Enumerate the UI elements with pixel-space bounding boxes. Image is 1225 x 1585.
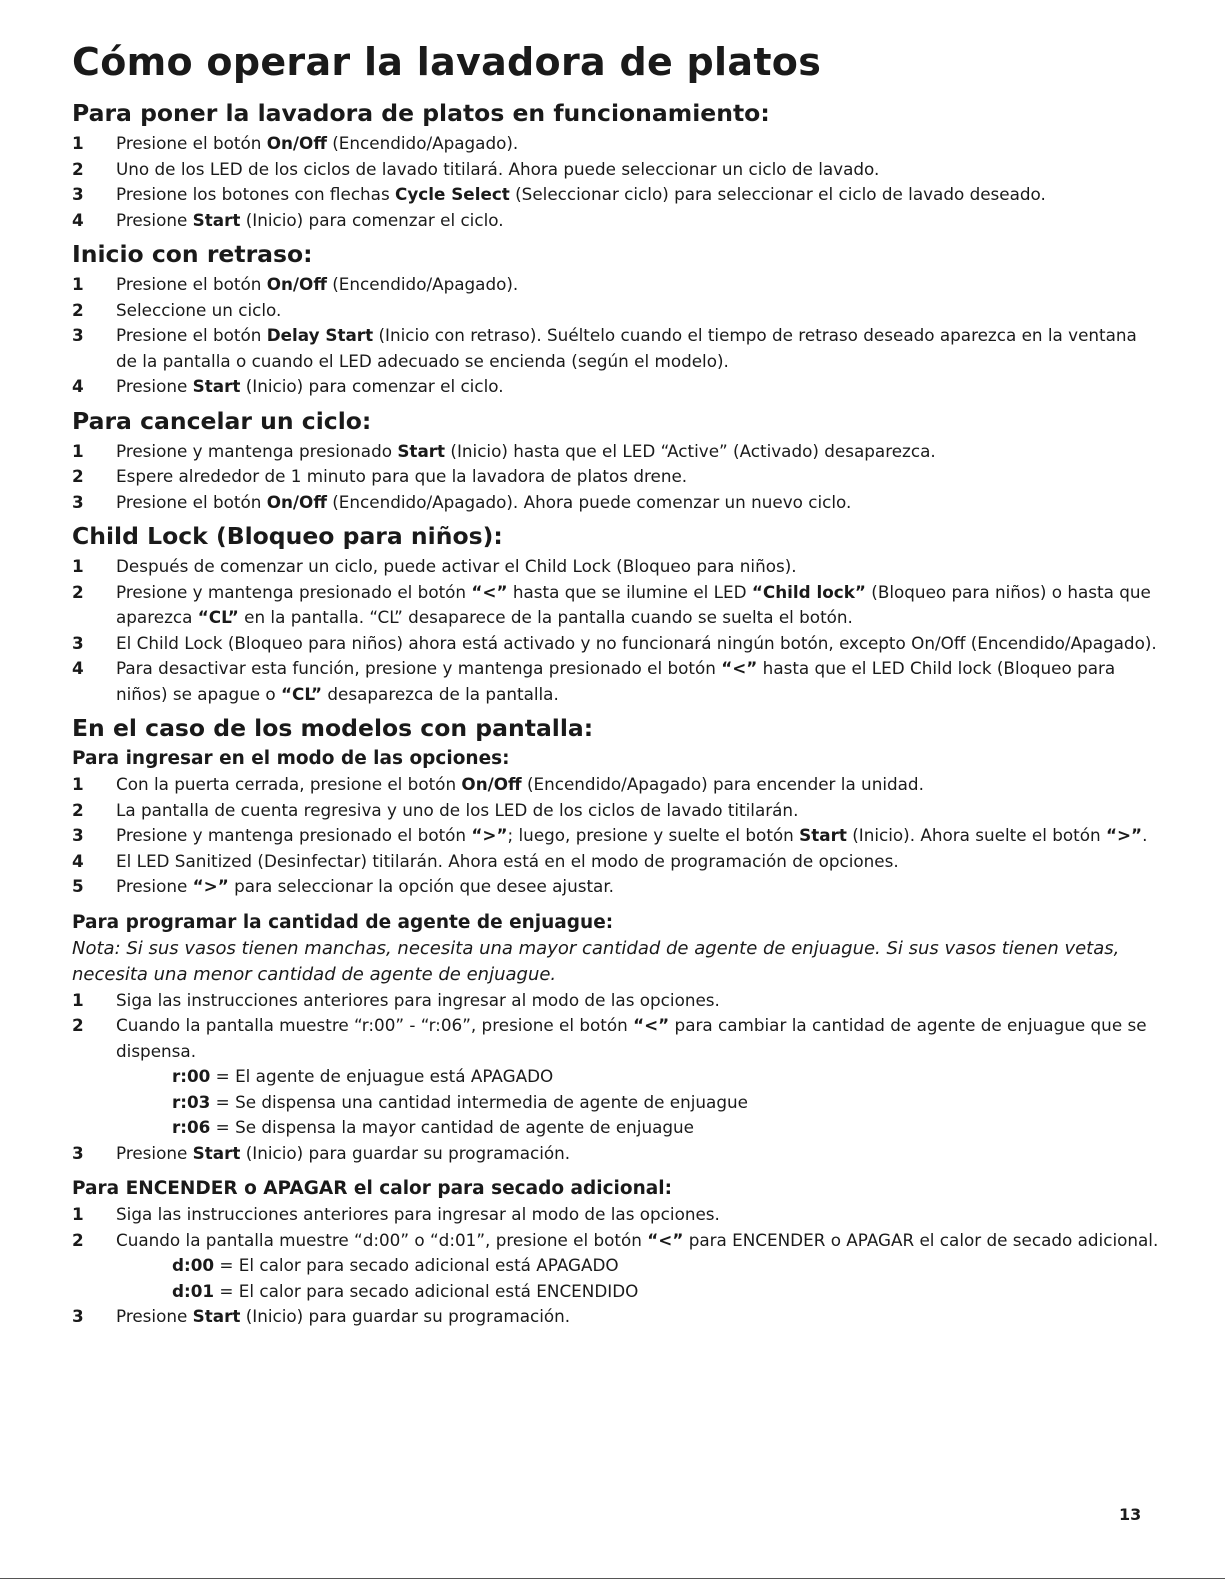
step-text: La pantalla de cuenta regresiva y uno de los LED de los ciclos de lavado titilarán. — [116, 799, 799, 820]
step-text: Siga las instrucciones anteriores para ingresar al modo de las opciones. — [116, 1204, 720, 1224]
step-text: Presione y mantenga presionado — [116, 440, 398, 461]
spacer — [72, 1166, 1162, 1176]
dry-code-list — [72, 1253, 1162, 1304]
steps-list — [72, 1304, 1162, 1330]
step-keyword: Start — [192, 1306, 241, 1326]
step-number: 1 — [72, 989, 84, 1010]
list-item — [72, 554, 1162, 580]
step-number: 2 — [72, 1229, 84, 1250]
step-number: 1 — [72, 440, 84, 461]
list-item — [72, 631, 1162, 657]
list-item — [72, 1228, 1162, 1254]
code-line — [172, 1115, 1162, 1141]
step-text: Presione los botones con flechas — [116, 184, 396, 204]
step-number: 4 — [72, 850, 84, 871]
step-text: para ENCENDER o APAGAR el calor de secado adicional. — [683, 1229, 1159, 1250]
step-text: para seleccionar la opción que desee ajustar. — [228, 876, 615, 896]
code-line — [172, 1064, 1162, 1090]
step-text: Presione — [116, 376, 193, 396]
step-keyword: Start — [192, 376, 241, 396]
code-line — [172, 1279, 1162, 1305]
steps-list — [72, 772, 1162, 900]
step-text: Presione — [116, 1306, 193, 1326]
page-number: 13 — [1119, 1505, 1142, 1524]
step-keyword: “CL” — [197, 607, 239, 627]
list-item — [72, 490, 1162, 516]
step-text: (Inicio) para comenzar el ciclo. — [240, 209, 504, 230]
section-heading: Para poner la lavadora de platos en funcionamiento: — [72, 99, 770, 127]
step-text: Después de comenzar un ciclo, puede activar el Child Lock (Bloqueo para niños). — [116, 556, 797, 576]
step-number: 2 — [72, 1015, 84, 1035]
step-text: Presione — [116, 1142, 193, 1163]
section-heading: Child Lock (Bloqueo para niños): — [72, 522, 503, 550]
step-number: 4 — [72, 658, 84, 678]
section-display-models — [72, 711, 1162, 1330]
list-item — [72, 464, 1162, 490]
steps-list — [72, 439, 1162, 516]
step-text: Con la puerta cerrada, presione el botón — [116, 774, 462, 794]
step-number: 4 — [72, 209, 84, 230]
list-item — [72, 374, 1162, 400]
step-number: 2 — [72, 299, 84, 320]
step-text: Presione — [116, 876, 193, 896]
step-number: 3 — [72, 1142, 84, 1163]
step-number: 4 — [72, 376, 84, 396]
list-item — [72, 772, 1162, 798]
step-keyword: Start — [192, 1142, 241, 1163]
list-item — [72, 208, 1162, 234]
code-value: r:00 — [172, 1066, 211, 1086]
list-item — [72, 1304, 1162, 1330]
list-item — [72, 1013, 1162, 1064]
step-text: Presione el botón — [116, 274, 267, 294]
steps-list — [72, 1141, 1162, 1167]
step-text: (Inicio con retraso). Suéltelo cuando el tiempo de retraso deseado aparezca en la ventana de la pantalla o cuando el LED adecuado se encienda (según el modelo). — [116, 325, 1137, 371]
step-number: 2 — [72, 466, 84, 486]
page-content — [72, 96, 1162, 1334]
list-item — [72, 272, 1162, 298]
list-item — [72, 439, 1162, 465]
page-title: Cómo operar la lavadora de platos — [72, 40, 822, 84]
step-keyword: Start — [397, 440, 446, 461]
code-value: d:00 — [172, 1255, 215, 1275]
step-keyword: “Child lock” — [751, 581, 866, 602]
step-number: 1 — [72, 1204, 84, 1224]
code-description: = Se dispensa la mayor cantidad de agente de enjuague — [210, 1117, 694, 1137]
step-number: 2 — [72, 581, 84, 602]
step-keyword: On/Off — [266, 491, 327, 512]
step-number: 3 — [72, 825, 84, 845]
step-text: Uno de los LED de los ciclos de lavado titilará. Ahora puede seleccionar un ciclo de lavado. — [116, 158, 880, 179]
list-item — [72, 988, 1162, 1014]
step-text: Seleccione un ciclo. — [116, 299, 282, 320]
step-text: (Encendido/Apagado) para encender la unidad. — [521, 774, 924, 794]
list-item — [72, 1202, 1162, 1228]
step-keyword: Start — [799, 825, 847, 845]
step-keyword: Delay Start — [266, 325, 374, 345]
step-text: Para desactivar esta función, presione y mantenga presionado el botón — [116, 658, 722, 678]
step-number: 3 — [72, 491, 84, 512]
step-text: (Inicio). Ahora suelte el botón — [846, 825, 1106, 845]
step-text: Presione el botón — [116, 133, 267, 153]
code-description: = El agente de enjuague está APAGADO — [210, 1066, 554, 1086]
code-description: = Se dispensa una cantidad intermedia de agente de enjuague — [210, 1091, 748, 1112]
step-number: 3 — [72, 184, 84, 204]
list-item — [72, 323, 1162, 374]
list-item — [72, 874, 1162, 900]
steps-list — [72, 988, 1162, 1065]
step-text: en la pantalla. “CL” desaparece de la pantalla cuando se suelta el botón. — [238, 607, 853, 627]
step-text: Presione y mantenga presionado el botón — [116, 825, 472, 845]
step-keyword: “>” — [1105, 825, 1143, 845]
step-text: para cambiar la cantidad de agente de enjuague que se dispensa. — [116, 1015, 1147, 1061]
step-keyword: “<” — [721, 658, 758, 678]
step-text: Presione y mantenga presionado el botón — [116, 581, 472, 602]
step-text: (Seleccionar ciclo) para seleccionar el ciclo de lavado deseado. — [509, 184, 1046, 204]
steps-list — [72, 272, 1162, 400]
step-keyword: On/Off — [266, 133, 327, 153]
step-text: (Inicio) para guardar su programación. — [240, 1142, 571, 1163]
step-text: El Child Lock (Bloqueo para niños) ahora está activado y no funcionará ningún botón, excepto On/Off (Encendido/Apagado). — [116, 632, 1157, 653]
list-item — [72, 298, 1162, 324]
step-text: (Encendido/Apagado). — [326, 133, 519, 153]
section-heading: En el caso de los modelos con pantalla: — [72, 714, 594, 742]
step-text: hasta que se ilumine el LED — [507, 581, 752, 602]
rinse-agent-note: Nota: Si sus vasos tienen manchas, necesita una mayor cantidad de agente de enjuague. Si sus vasos tienen vetas, necesita una menor cantidad de agente de enjuague. — [72, 937, 1120, 985]
steps-list — [72, 554, 1162, 707]
step-keyword: “CL” — [281, 683, 323, 704]
section-child-lock — [72, 519, 1162, 707]
section-start-operation — [72, 96, 1162, 233]
step-keyword: “>” — [192, 876, 229, 896]
step-keyword: Cycle Select — [395, 184, 510, 204]
step-text: (Encendido/Apagado). Ahora puede comenzar un nuevo ciclo. — [326, 491, 852, 512]
step-number: 1 — [72, 133, 84, 153]
step-keyword: “<” — [633, 1015, 670, 1035]
section-heading: Inicio con retraso: — [72, 240, 313, 268]
subsection-heading: Para ingresar en el modo de las opciones: — [72, 748, 510, 769]
step-text: . — [1142, 825, 1148, 845]
steps-list — [72, 1202, 1162, 1253]
list-item — [72, 849, 1162, 875]
code-value: r:06 — [172, 1117, 211, 1137]
list-item — [72, 182, 1162, 208]
step-text: hasta que el LED Child lock (Bloqueo para niños) se apague o — [116, 658, 1116, 704]
subsection-heading: Para ENCENDER o APAGAR el calor para secado adicional: — [72, 1178, 672, 1199]
section-heading: Para cancelar un ciclo: — [72, 406, 372, 435]
step-text: El LED Sanitized (Desinfectar) titilarán. Ahora está en el modo de programación de opciones. — [116, 850, 899, 871]
step-text: (Inicio) hasta que el LED “Active” (Activado) desaparezca. — [445, 440, 936, 461]
step-text: ; luego, presione y suelte el botón — [507, 825, 800, 845]
step-number: 2 — [72, 158, 84, 179]
section-delay-start — [72, 237, 1162, 400]
step-text: (Inicio) para comenzar el ciclo. — [240, 376, 504, 396]
step-number: 3 — [72, 632, 84, 653]
step-number: 3 — [72, 1306, 84, 1326]
code-line — [172, 1253, 1162, 1279]
code-line — [172, 1090, 1162, 1116]
step-keyword: On/Off — [461, 774, 522, 794]
code-value: d:01 — [172, 1280, 215, 1301]
step-number: 1 — [72, 274, 84, 294]
step-text: Presione — [116, 209, 193, 230]
bottom-rule — [0, 1578, 1225, 1579]
step-number: 1 — [72, 774, 84, 794]
step-text: Siga las instrucciones anteriores para ingresar al modo de las opciones. — [116, 989, 720, 1010]
step-text: desaparezca de la pantalla. — [322, 683, 559, 704]
list-item — [72, 131, 1162, 157]
step-number: 2 — [72, 799, 84, 820]
step-text: Presione el botón — [116, 325, 267, 345]
step-keyword: “<” — [471, 581, 508, 602]
section-cancel-cycle — [72, 404, 1162, 516]
step-text: (Bloqueo para niños) o hasta que aparezca — [116, 581, 1151, 627]
list-item — [72, 580, 1162, 631]
step-keyword: Start — [192, 209, 241, 230]
list-item — [72, 656, 1162, 707]
step-keyword: On/Off — [266, 274, 327, 294]
code-description: = El calor para secado adicional está ENCENDIDO — [214, 1280, 639, 1301]
subsection-heading: Para programar la cantidad de agente de enjuague: — [72, 911, 614, 933]
step-text: Cuando la pantalla muestre “r:00” - “r:06”, presione el botón — [116, 1015, 634, 1035]
step-text: (Inicio) para guardar su programación. — [240, 1306, 571, 1326]
step-text: (Encendido/Apagado). — [326, 274, 519, 294]
step-text: Presione el botón — [116, 491, 267, 512]
list-item — [72, 823, 1162, 849]
step-keyword: “<” — [647, 1229, 684, 1250]
step-number: 1 — [72, 556, 84, 576]
step-keyword: “>” — [471, 825, 508, 845]
list-item — [72, 798, 1162, 824]
step-text: Cuando la pantalla muestre “d:00” o “d:01”, presione el botón — [116, 1229, 648, 1250]
list-item — [72, 157, 1162, 183]
code-description: = El calor para secado adicional está APAGADO — [214, 1255, 619, 1275]
list-item — [72, 1141, 1162, 1167]
rinse-code-list — [72, 1064, 1162, 1141]
steps-list — [72, 131, 1162, 233]
step-number: 3 — [72, 325, 84, 345]
code-value: r:03 — [172, 1091, 211, 1112]
step-number: 5 — [72, 876, 84, 896]
step-text: Espere alrededor de 1 minuto para que la lavadora de platos drene. — [116, 466, 688, 486]
spacer — [72, 900, 1162, 910]
